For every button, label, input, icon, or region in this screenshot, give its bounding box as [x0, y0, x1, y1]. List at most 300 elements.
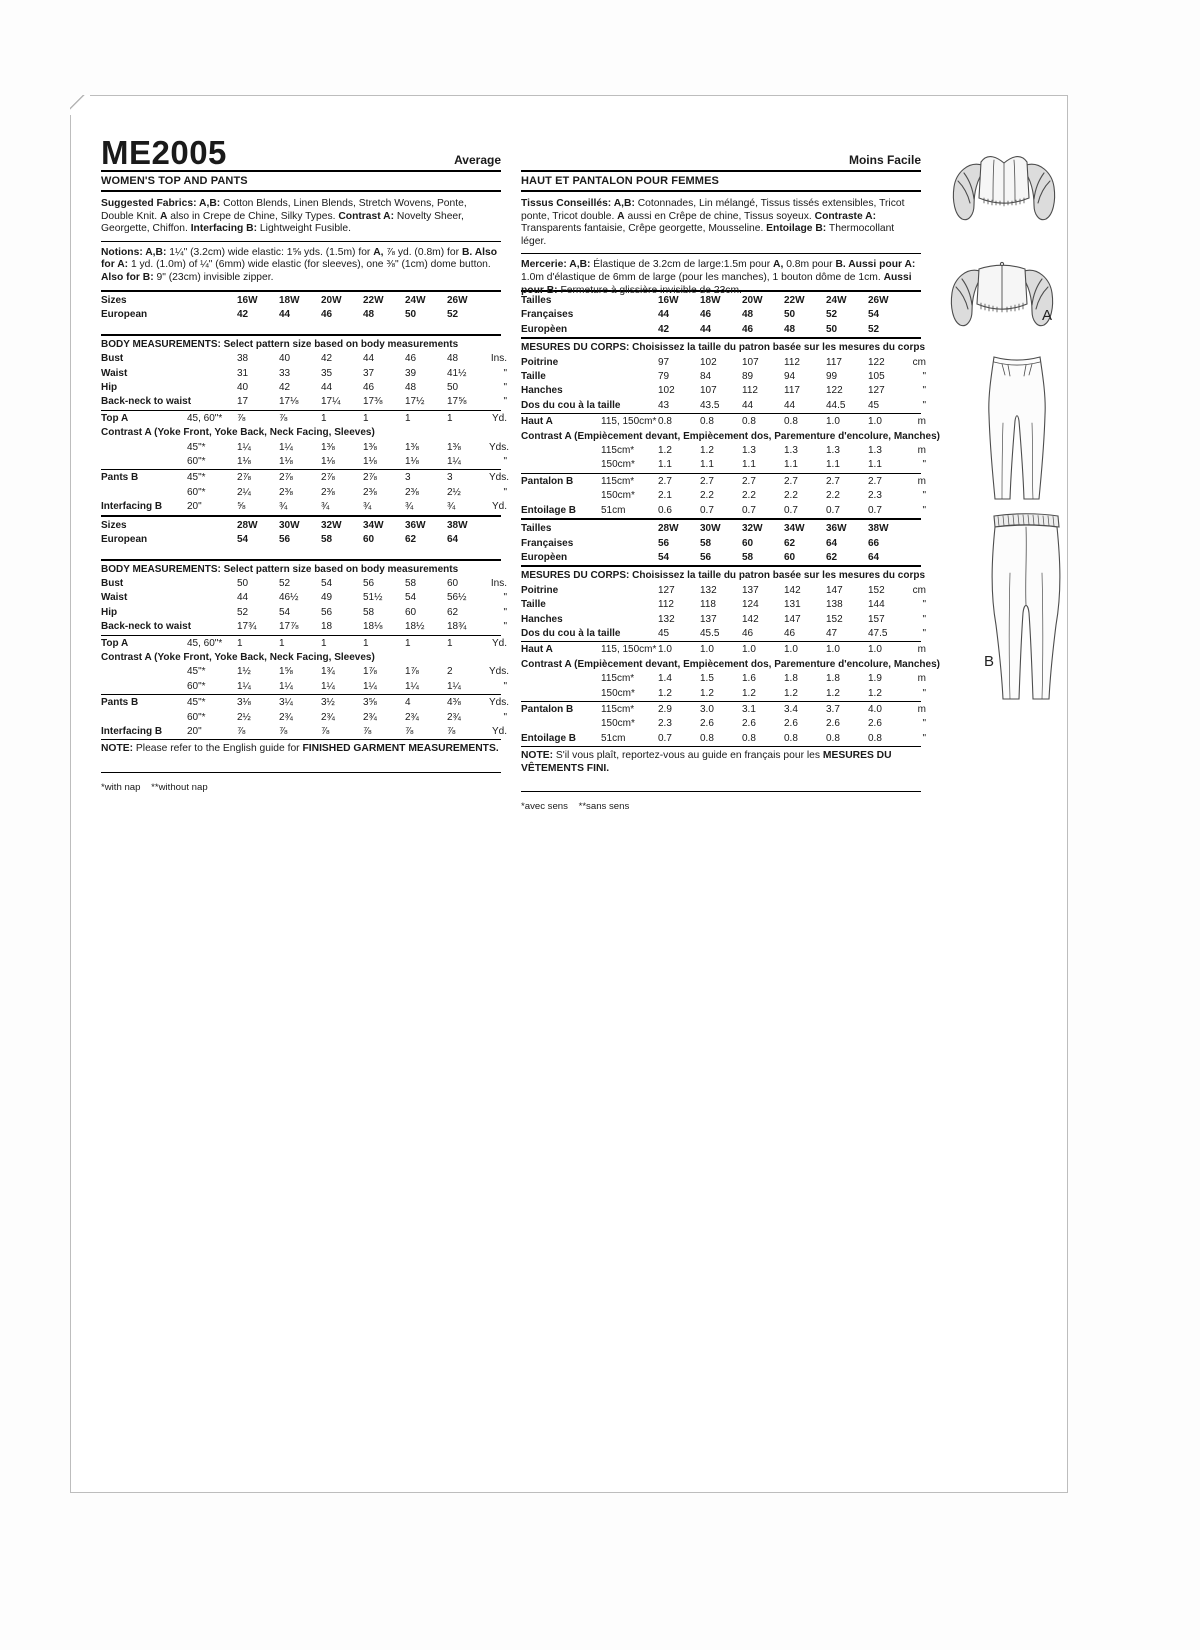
table-cell: Entoilage B [521, 504, 577, 516]
table-cell: 3⅝ [363, 697, 377, 709]
table-cell: Tailles [521, 295, 552, 306]
table-cell: 30W [700, 523, 721, 535]
table-cell: Françaises [521, 309, 574, 321]
table-cell: 60"* [187, 486, 206, 498]
table-cell: 142 [742, 613, 759, 625]
table-cell: ⅝ [237, 501, 246, 513]
table-cell: 1⅛ [405, 456, 419, 468]
table-cell: 17⅞ [279, 621, 299, 633]
table-cell: 1 [405, 412, 411, 424]
table-cell: 1.3 [784, 445, 798, 457]
table-cell: 52 [447, 309, 459, 321]
table-cell: 18 [321, 621, 333, 633]
table-cell: 1.3 [868, 445, 882, 457]
pants-b-front-drawing [976, 353, 1058, 503]
french-header [521, 134, 921, 172]
table-cell: 137 [700, 613, 717, 625]
table-cell: 122 [826, 385, 843, 397]
table-cell: 2.7 [700, 475, 714, 487]
table-cell: 1 [447, 412, 453, 424]
table-cell: 1.2 [700, 445, 714, 457]
table-cell: 42 [321, 353, 333, 365]
table-cell: 18⅛ [363, 621, 383, 633]
top-a-back-drawing [946, 247, 1058, 347]
table-cell: 105 [868, 371, 885, 383]
table-cell: Tailles [521, 523, 552, 535]
table-cell: 1 [447, 637, 453, 649]
table-cell: 38 [237, 353, 249, 365]
table-cell: 147 [826, 584, 843, 596]
table-cell: Hip [101, 382, 118, 394]
table-cell: 1⅛ [321, 456, 335, 468]
table-row [521, 489, 926, 503]
table-cell: 127 [658, 584, 675, 596]
table-cell: Ins. [490, 353, 507, 365]
table-cell: " [922, 718, 926, 730]
table-cell: 60 [447, 577, 459, 589]
illustration-top-a-front [948, 141, 1060, 241]
table-row [521, 444, 926, 458]
table-cell: " [922, 627, 926, 639]
table-cell: 1¼ [279, 680, 293, 692]
table-cell: 138 [826, 599, 843, 611]
table-cell: 2.7 [742, 475, 756, 487]
table-cell: 102 [700, 356, 717, 368]
divider-line [521, 791, 921, 792]
table-cell: 1.0 [868, 416, 882, 428]
table-cell: Waist [101, 592, 128, 604]
table-cell: 0.7 [742, 504, 756, 516]
table-cell: 56 [279, 534, 291, 546]
table-row [101, 711, 507, 725]
table-cell: 20W [321, 295, 342, 306]
table-cell: 0.8 [658, 416, 672, 428]
table-cell: 0.8 [700, 416, 714, 428]
table-cell: 3¼ [279, 697, 293, 709]
table-cell: Back-neck to waist [101, 396, 192, 408]
table-cell: " [503, 711, 507, 723]
table-cell: ¾ [321, 501, 330, 513]
table-cell: ¾ [279, 501, 288, 513]
table-cell: European [101, 309, 148, 321]
table-cell: 152 [826, 613, 843, 625]
table-cell: 62 [447, 606, 459, 618]
table-cell: 1⅜ [363, 441, 377, 453]
table-cell: 3.0 [700, 703, 714, 715]
table-cell: 3 [405, 472, 411, 484]
table-cell: 1.2 [868, 687, 882, 699]
table-cell: " [922, 459, 926, 471]
table-cell: 51cm [601, 504, 626, 516]
table-cell: 45"* [187, 472, 206, 484]
table-cell: 30W [279, 519, 300, 531]
table-cell: m [917, 644, 926, 656]
table-cell: 115cm* [601, 475, 635, 487]
table-cell: 48 [405, 382, 417, 394]
french-column [521, 134, 940, 813]
table-cell: 112 [742, 385, 758, 397]
table-cell: 157 [868, 613, 885, 625]
table-cell: 2.6 [868, 718, 882, 730]
table-row [521, 598, 926, 612]
table-row [521, 687, 926, 701]
table-cell: 50 [784, 309, 796, 321]
table-row [101, 455, 507, 469]
table-cell: 44 [784, 399, 796, 411]
table-row [101, 352, 507, 366]
divider-line [101, 772, 501, 773]
table-cell: 17⅜ [363, 396, 383, 408]
table-cell: " [503, 486, 507, 498]
table-row [521, 641, 926, 657]
table-cell: 1.9 [868, 673, 882, 685]
table-cell: Sizes [101, 295, 127, 306]
table-cell: 2⅞ [363, 472, 377, 484]
table-row [101, 533, 501, 547]
table-cell: 2.2 [700, 490, 714, 502]
table-cell: 48 [784, 323, 796, 335]
table-cell: 112 [658, 599, 674, 611]
table-cell: 112 [784, 356, 800, 368]
table-cell: cm [912, 356, 926, 368]
table-cell: 33 [279, 367, 291, 379]
table-row [101, 410, 507, 426]
table-cell: Europèen [521, 323, 568, 335]
table-cell: m [917, 673, 926, 685]
table-cell: 17¾ [237, 621, 257, 633]
table-cell: 99 [826, 371, 838, 383]
table-cell: Dos du cou à la taille [521, 399, 621, 411]
table-cell: 1.1 [784, 459, 798, 471]
table-cell: 46 [700, 309, 712, 321]
table-cell: " [922, 687, 926, 699]
table-cell: 20" [187, 501, 202, 513]
illustration-pants-b-front [976, 353, 1058, 503]
table-cell: 28W [658, 523, 679, 535]
table-cell: 97 [658, 356, 670, 368]
table-cell: 50 [405, 309, 417, 321]
table-cell: 1 [363, 637, 369, 649]
table-cell: 115cm* [601, 703, 635, 715]
table-cell: m [917, 703, 926, 715]
table-cell: 51½ [363, 592, 383, 604]
table-cell: 1¼ [447, 456, 461, 468]
table-row [521, 399, 926, 413]
divider-line [521, 253, 921, 254]
table-cell: 26W [868, 295, 889, 306]
table-cell: 54 [279, 606, 291, 618]
table-cell: 64 [868, 551, 880, 563]
table-cell: 4 [405, 697, 411, 709]
french-info-block [521, 192, 921, 296]
table-cell: 2.6 [742, 718, 756, 730]
table-cell: 35 [321, 367, 333, 379]
table-cell: " [503, 396, 507, 408]
table-cell: 38W [868, 523, 889, 535]
table-cell: 2.2 [784, 490, 798, 502]
table-cell: 2.3 [658, 718, 672, 730]
table-section-row: Contrast A (Empiècement devant, Empiècement dos, Parementure d'encolure, Manches) [521, 430, 940, 442]
table-cell: 2.6 [700, 718, 714, 730]
table-cell: ¾ [405, 501, 414, 513]
table-cell: " [922, 399, 926, 411]
table-cell: 58 [321, 534, 333, 546]
table-cell: 50 [447, 382, 459, 394]
suggested-fabrics-paragraph: Suggested Fabrics: A,B: Cotton Blends, Linen Blends, Stretch Wovens, Ponte, Double Knit. A also in Crepe de Chine, Silky Types. Contrast A: Novelty Sheer, Georgette, Chiffon. Interfacing B: Lightweight Fusible. [101, 198, 467, 235]
table-cell: 3 [447, 472, 453, 484]
table-cell: m [917, 445, 926, 457]
table-cell: cm [912, 584, 926, 596]
table-cell: Waist [101, 367, 128, 379]
table-cell: 20" [187, 725, 202, 737]
table-cell: 60 [784, 551, 796, 563]
table-cell: 54 [321, 577, 333, 589]
table-cell: Poitrine [521, 584, 559, 596]
table-cell: Hanches [521, 385, 563, 397]
table-section-row: BODY MEASUREMENTS: Select pattern size based on body measurements [101, 559, 501, 577]
table-cell: 150cm* [601, 459, 635, 471]
table-cell: 43.5 [700, 399, 720, 411]
table-cell: 51cm [601, 732, 626, 744]
table-row [521, 627, 926, 641]
table-cell: 45"* [187, 697, 206, 709]
table-cell: 17⅛ [279, 396, 299, 408]
table-cell: 62 [784, 537, 796, 549]
table-cell: Top A [101, 412, 129, 424]
table-cell: Yds. [489, 697, 510, 709]
table-row [101, 441, 510, 455]
table-cell: 2¾ [321, 711, 335, 723]
table-cell: 3.1 [742, 703, 756, 715]
table-cell: 1.8 [784, 673, 798, 685]
table-cell: 1¼ [279, 441, 293, 453]
garment-illustrations [946, 141, 1066, 761]
table-cell: 45, 60"* [187, 412, 223, 424]
table-cell: m [917, 416, 926, 428]
table-cell: 22W [363, 295, 384, 306]
table-cell: European [101, 534, 148, 546]
table-cell: ⅞ [321, 725, 330, 737]
tissus-paragraph: Tissus Conseillés: A,B: Cotonnades, Lin mélangé, Tissus tissés extensibles, Tricot ponte, Tricot double. A aussi en Crêpe de chine, Tissus soyeux. Contraste A: Transparents fantaisie, Crêpe georgette, Mousseline. Entoilage B: Thermocollant léger. [521, 198, 905, 247]
table-cell: 24W [826, 295, 847, 306]
table-cell: 2½ [447, 486, 461, 498]
table-cell: 58 [363, 606, 375, 618]
table-cell: 18½ [405, 621, 425, 633]
table-cell: 1.2 [700, 687, 714, 699]
table-cell: 1.5 [700, 673, 714, 685]
table-cell: ⅞ [447, 725, 456, 737]
table-cell: 50 [826, 323, 838, 335]
table-cell: 1.0 [826, 644, 840, 656]
table-row [101, 469, 510, 485]
table-cell: 1 [237, 637, 243, 649]
table-cell: 2.1 [658, 490, 672, 502]
table-cell: 2.6 [826, 718, 840, 730]
french-size-yardage-table [521, 290, 940, 746]
table-cell: 17¼ [321, 396, 341, 408]
table-cell: 37 [363, 367, 375, 379]
table-cell: 137 [742, 584, 759, 596]
table-cell: 52 [826, 309, 838, 321]
table-cell: Poitrine [521, 356, 559, 368]
notions-paragraph: Notions: A,B: 1¼" (3.2cm) wide elastic: 1⅝ yds. (1.5m) for A, ⅞ yd. (0.8m) for B. Also for A: 1 yd. (1.0m) of ¼" (6mm) wide elastic (for sleeves), one ⅜" (1cm) dome button. Also for B: 9" (23cm) invisible zipper. [101, 246, 498, 283]
table-cell: Pants B [101, 697, 139, 709]
table-cell: " [922, 490, 926, 502]
table-cell: 1.1 [868, 459, 882, 471]
difficulty-english: Average [454, 153, 501, 167]
table-cell: 1¼ [405, 680, 419, 692]
table-cell: 44 [700, 323, 712, 335]
table-cell: 107 [742, 356, 759, 368]
title-french: HAUT ET PANTALON POUR FEMMES [521, 172, 921, 192]
table-cell: Entoilage B [521, 732, 577, 744]
table-cell: 42 [658, 323, 670, 335]
table-cell: 56½ [447, 592, 467, 604]
table-cell: 115, 150cm* [601, 644, 657, 656]
table-cell: 46 [405, 353, 417, 365]
nap-footnote-french: *avec sens **sans sens [521, 801, 630, 813]
table-row [101, 381, 507, 395]
table-cell: 56 [700, 551, 712, 563]
table-row [101, 367, 507, 381]
table-cell: " [503, 621, 507, 633]
table-cell: 44 [237, 592, 249, 604]
table-cell: 1.1 [658, 459, 672, 471]
table-cell: ⅞ [237, 725, 246, 737]
table-cell: 46 [321, 309, 333, 321]
table-cell: 42 [279, 382, 291, 394]
table-cell: 2⅜ [279, 486, 293, 498]
table-row [521, 356, 926, 370]
table-cell: 16W [658, 295, 679, 306]
table-cell: 64 [447, 534, 459, 546]
table-cell: Haut A [521, 416, 553, 428]
table-row [521, 613, 926, 627]
top-a-front-drawing [948, 141, 1060, 241]
table-cell: 16W [237, 295, 258, 306]
table-cell: 132 [700, 584, 717, 596]
table-cell: " [922, 732, 926, 744]
table-cell: " [503, 382, 507, 394]
table-cell: Ins. [490, 577, 507, 589]
table-cell: 44 [742, 399, 754, 411]
table-cell: 142 [784, 584, 801, 596]
table-cell: 79 [658, 371, 670, 383]
table-cell: m [917, 475, 926, 487]
table-cell: 0.8 [742, 416, 756, 428]
table-cell: 32W [321, 519, 342, 531]
table-cell: 115cm* [601, 673, 635, 685]
table-cell: 2.9 [658, 703, 672, 715]
table-cell: 1⅝ [279, 666, 293, 678]
table-cell: 89 [742, 371, 754, 383]
table-cell: 2⅜ [405, 486, 419, 498]
table-cell: 60"* [187, 456, 206, 468]
table-cell: 46 [784, 627, 796, 639]
table-cell: 44 [279, 309, 291, 321]
table-cell: 1.2 [658, 687, 672, 699]
table-cell: 28W [237, 519, 258, 531]
table-cell: 2⅞ [237, 472, 251, 484]
table-cell: " [922, 385, 926, 397]
table-cell: 0.8 [700, 732, 714, 744]
table-cell: 44 [363, 353, 375, 365]
table-row [521, 413, 926, 429]
table-cell: 0.8 [826, 732, 840, 744]
table-cell: 1⅛ [363, 456, 377, 468]
table-cell: 1.2 [742, 687, 756, 699]
table-cell: " [503, 606, 507, 618]
table-cell: 0.8 [742, 732, 756, 744]
table-cell: 45 [868, 399, 880, 411]
table-cell: 58 [742, 551, 754, 563]
table-cell: 66 [868, 537, 880, 549]
table-cell: 2.7 [826, 475, 840, 487]
english-column [101, 134, 510, 793]
table-cell: 94 [784, 371, 796, 383]
table-cell: 54 [658, 551, 670, 563]
table-cell: Yds. [489, 666, 510, 678]
table-row [101, 725, 507, 739]
table-section-row: MESURES DU CORPS: Choisissez la taille du patron basée sur les mesures du corps [521, 337, 921, 355]
table-cell: 2.7 [868, 475, 882, 487]
table-cell: 2¼ [237, 486, 251, 498]
view-a-label: A [1042, 307, 1053, 324]
view-b-label: B [984, 653, 995, 670]
table-cell: 1.2 [784, 687, 798, 699]
table-cell: Top A [101, 637, 129, 649]
table-cell: 24W [405, 295, 426, 306]
table-cell: 1.0 [826, 416, 840, 428]
english-header [101, 134, 501, 172]
table-row [101, 680, 507, 694]
table-cell: 0.8 [784, 732, 798, 744]
table-row [101, 515, 501, 533]
table-row [101, 290, 501, 308]
table-section-row: Contrast A (Yoke Front, Yoke Back, Neck Facing, Sleeves) [101, 651, 375, 663]
table-row [101, 694, 510, 710]
table-row [521, 537, 921, 551]
table-cell: 132 [658, 613, 675, 625]
table-cell: 36W [826, 523, 847, 535]
table-cell: Yds. [489, 472, 510, 484]
table-cell: 115, 150cm* [601, 416, 657, 428]
table-row [521, 584, 926, 598]
table-cell: 0.8 [784, 416, 798, 428]
table-cell: 44.5 [826, 399, 846, 411]
table-cell: 46 [742, 323, 754, 335]
table-cell: 2.7 [784, 475, 798, 487]
table-cell: 26W [447, 295, 468, 306]
table-cell: 1⅞ [405, 666, 419, 678]
table-cell: Françaises [521, 537, 574, 549]
table-row [101, 665, 510, 679]
table-cell: 56 [658, 537, 670, 549]
table-row [101, 620, 507, 634]
table-cell: 62 [826, 551, 838, 563]
table-cell: 32W [742, 523, 763, 535]
table-section-row: BODY MEASUREMENTS: Select pattern size based on body measurements [101, 334, 501, 352]
table-cell: 41½ [447, 367, 467, 379]
table-cell: 4.0 [868, 703, 882, 715]
english-size-yardage-table [101, 290, 510, 739]
table-cell: 44 [658, 309, 670, 321]
table-row [521, 384, 926, 398]
table-cell: Yd. [491, 637, 507, 649]
table-cell: 0.8 [868, 732, 882, 744]
table-cell: 1 [405, 637, 411, 649]
table-cell: 2¾ [363, 711, 377, 723]
